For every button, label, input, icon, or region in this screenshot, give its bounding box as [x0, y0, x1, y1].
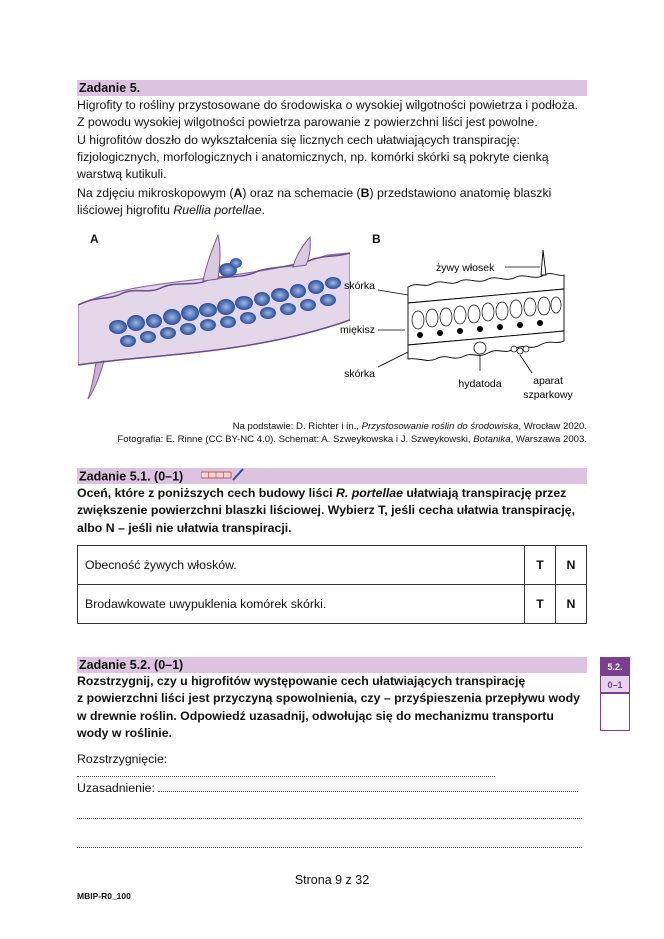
source-note: Na podstawie: D. Richter i in., Przystosowanie roślin do środowiska, Wrocław 2020. Fotografia: E. Rinne (CC BY-NC 4.0). Schemat: A. Szweykowska i J. Szweykowski, Botanika, Warszawa 2003.	[117, 421, 587, 445]
task51-header	[77, 468, 587, 484]
label-skin-top: skórka	[344, 280, 375, 292]
answer-t[interactable]: T	[525, 585, 556, 624]
intro-line: warstwą kutikuli.	[77, 167, 167, 182]
figure-intro: Na zdjęciu mikroskopowym (A) oraz na schemacie (B) przedstawiono anatomię blaszki liściowej higrofitu Ruellia portellae.	[77, 186, 552, 218]
label-living-hair: żywy włosek	[436, 262, 495, 274]
score-box-task: 5.2.	[600, 657, 630, 675]
label-stoma-1: aparat	[533, 375, 563, 387]
intro-line: Z powodu wysokiej wilgotności powietrza parowanie z powierzchni liści jest powolne.	[77, 115, 538, 130]
table-row	[78, 546, 587, 585]
decision-line[interactable]	[77, 752, 587, 780]
score-box-entry[interactable]	[600, 693, 630, 731]
statement-text: Obecność żywych włosków.	[78, 546, 525, 585]
decision-label: Rozstrzygnięcie:	[77, 752, 168, 766]
task-title: Zadanie 5.	[79, 81, 141, 95]
label-mesophyll: miękisz	[339, 324, 375, 336]
answer-t[interactable]: T	[525, 546, 556, 585]
task52-header	[77, 657, 587, 673]
justification-label: Uzasadnienie:	[77, 781, 155, 795]
document-code: MBIP-R0_100	[77, 891, 131, 901]
answer-n[interactable]: N	[556, 585, 587, 624]
answer-line[interactable]	[77, 837, 582, 848]
figure-label-b: B	[372, 232, 381, 246]
statement-text: Brodawkowate uwypuklenia komórek skórki.	[78, 585, 525, 624]
intro-line: U higrofitów doszło do wykształcenia się licznych cech ułatwiających transpirację:	[77, 132, 520, 147]
justification-line[interactable]	[77, 781, 587, 795]
species-name: Ruellia portellae	[173, 203, 262, 218]
table-row	[78, 585, 587, 624]
task51-title: Zadanie 5.1. (0–1)	[79, 469, 184, 484]
figure-label-a: A	[90, 232, 99, 246]
intro-line: fizjologicznych, morfologicznych i anatomicznych, np. komórki skórki są pokryte cienką	[77, 149, 549, 164]
tn-table	[77, 545, 587, 624]
label-skin-bottom: skórka	[344, 368, 375, 380]
page-number: Strona 9 z 32	[294, 873, 370, 887]
task52-instructions: Rozstrzygnij, czy u higrofitów występowanie cech ułatwiających transpirację z powierzchni liści jest przyczyną spowolnienia, czy – przyśpieszenia przepływu wody w drewnie roślin. Odpowiedź uzasadnij, odwołując się do mechanizmu transportu wody w roślinie.	[77, 674, 580, 740]
label-stoma-2: szparkowy	[523, 389, 573, 401]
task-header	[77, 80, 587, 96]
task-intro	[77, 97, 592, 183]
answer-n[interactable]: N	[556, 546, 587, 585]
leaf-schematic	[300, 245, 600, 405]
task52-title: Zadanie 5.2. (0–1)	[79, 658, 184, 672]
answer-line[interactable]	[77, 808, 582, 819]
intro-line: Higrofity to rośliny przystosowane do środowiska o wysokiej wilgotności powietrza i podłoża.	[77, 98, 578, 112]
score-box-range: 0–1	[600, 675, 630, 693]
pencil-icon	[201, 468, 245, 486]
task51-instructions: Oceń, które z poniższych cech budowy liści R. portellae ułatwiają transpirację przez zwiększenie powierzchni blaszki liściowej. Wybierz T, jeśli cecha ułatwia transpirację, albo N – jeśli nie ułatwia transpiracji.	[77, 486, 575, 535]
label-hydatode: hydatoda	[458, 378, 502, 390]
